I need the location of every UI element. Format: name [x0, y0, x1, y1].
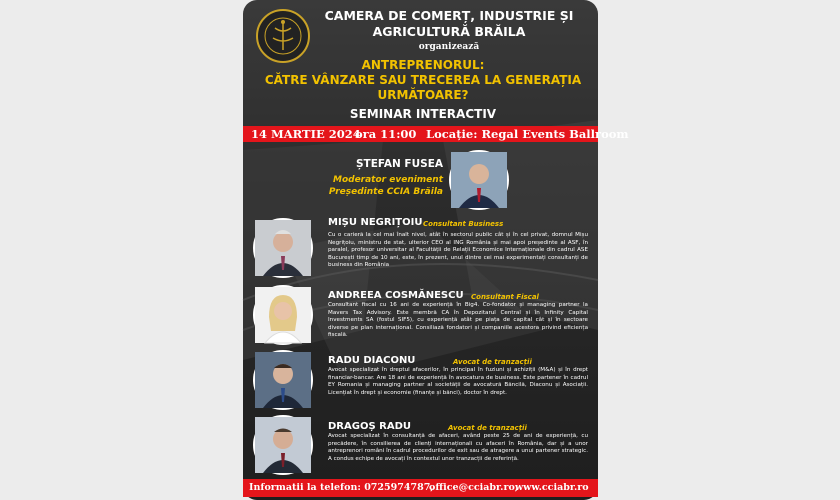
event-date: 14 MARTIE 2024 [251, 127, 361, 141]
title-line-1: ANTREPRENORUL: [361, 58, 485, 72]
speaker-bio: Cu o carieră la cel mai înalt nivel, atât în sectorul public cât și în cel privat, domnul Mișu Negrițoiu, ministru de stat, ulterior CEO al ING România și mai apoi președinte al ASF, în paralel, profesor universitar al Facultății de Relații Economice Internaționale din cadrul ASE București timp de 10 ani, este, în prezent, unul dintre cei mai experimentați consultanți de business din România [328, 232, 588, 269]
speaker-photo [253, 285, 313, 345]
speaker-photo [253, 218, 313, 278]
speaker-name: ANDREEA COSMĂNESCU [328, 290, 464, 301]
speaker-name: RADU DIACONU [328, 355, 416, 366]
event-time: ora 11:00 [355, 127, 417, 141]
title-line-3: URMĂTOARE? [377, 88, 469, 102]
speaker-role: Consultant Business [423, 220, 504, 228]
ccia-seal-logo [255, 8, 311, 64]
event-poster [243, 0, 629, 500]
contact-website: www.cciabr.ro [515, 482, 589, 493]
organizer-line-2: AGRICULTURĂ BRĂILA [372, 24, 526, 39]
speaker-role: Avocat de tranzacții [453, 358, 532, 366]
speaker-photo [253, 350, 313, 410]
speaker-name: DRAGOȘ RADU [328, 421, 411, 432]
event-title [263, 58, 583, 103]
title-line-2: CĂTRE VÂNZARE SAU TRECEREA LA GENERAȚIA [264, 73, 582, 87]
moderator-position: Președinte CCIA Brăila [328, 187, 443, 197]
speaker-name: MIȘU NEGRIȚOIU [328, 217, 423, 228]
contact-email: office@cciabr.ro, [429, 482, 519, 493]
moderator-name: ȘTEFAN FUSEA [356, 158, 443, 170]
organizes-label: organizează [418, 42, 480, 52]
event-location: Locație: Regal Events Ballroom [426, 127, 629, 141]
speaker-role: Avocat de tranzacții [448, 424, 527, 432]
speaker-role: Consultant Fiscal [471, 293, 539, 301]
event-info-bar [243, 126, 629, 142]
event-subtitle: SEMINAR INTERACTIV [349, 107, 497, 121]
speaker-bio: Consultant fiscal cu 16 ani de experiență în Big4. Co-fondator și managing partner la Mavers Tax Advisory. Este membră CA în Depozitarul Central și în Infinity Capital Investments SA (fostul SIF5), cu experiență atât pe piața de capital cât și în sectoare diverse pe plan internațional. Consiliază fondatori și companiile acestora privind eficiența fiscală. [328, 302, 588, 339]
speaker-photo [253, 415, 313, 475]
contact-bar [243, 479, 598, 497]
organizer-title [307, 8, 591, 40]
speaker-bio: Avocat specializat în consultanță de afaceri, având peste 25 de ani de experiență, cu precădere, în consilierea de clienți internaționali cu afaceri în România, dar și a unor antreprenori români în cadrul procedurilor de exit sau de atragere a unui partener strategic. A condus echipe de avocați în contextul unor tranzacții de referință. [328, 433, 588, 462]
contact-phone: Informatii la telefon: 0725974787, [249, 482, 434, 493]
speaker-bio: Avocat specializat în dreptul afacerilor, în principal în fuziuni și achiziții (M&A) și în drept financiar-bancar. Are 18 ani de experiență în avocatura de business. Este partener în cadrul EY Romania și managing partner al societății de avocatură Băncilă, Diaconu și Asociații. Licențiat în drept și economie (finanțe și bănci), doctor în drept. [328, 367, 588, 396]
moderator-photo [449, 150, 509, 210]
moderator-role: Moderator eveniment [332, 175, 443, 185]
organizer-line-1: CAMERA DE COMERȚ, INDUSTRIE ȘI [324, 8, 574, 23]
